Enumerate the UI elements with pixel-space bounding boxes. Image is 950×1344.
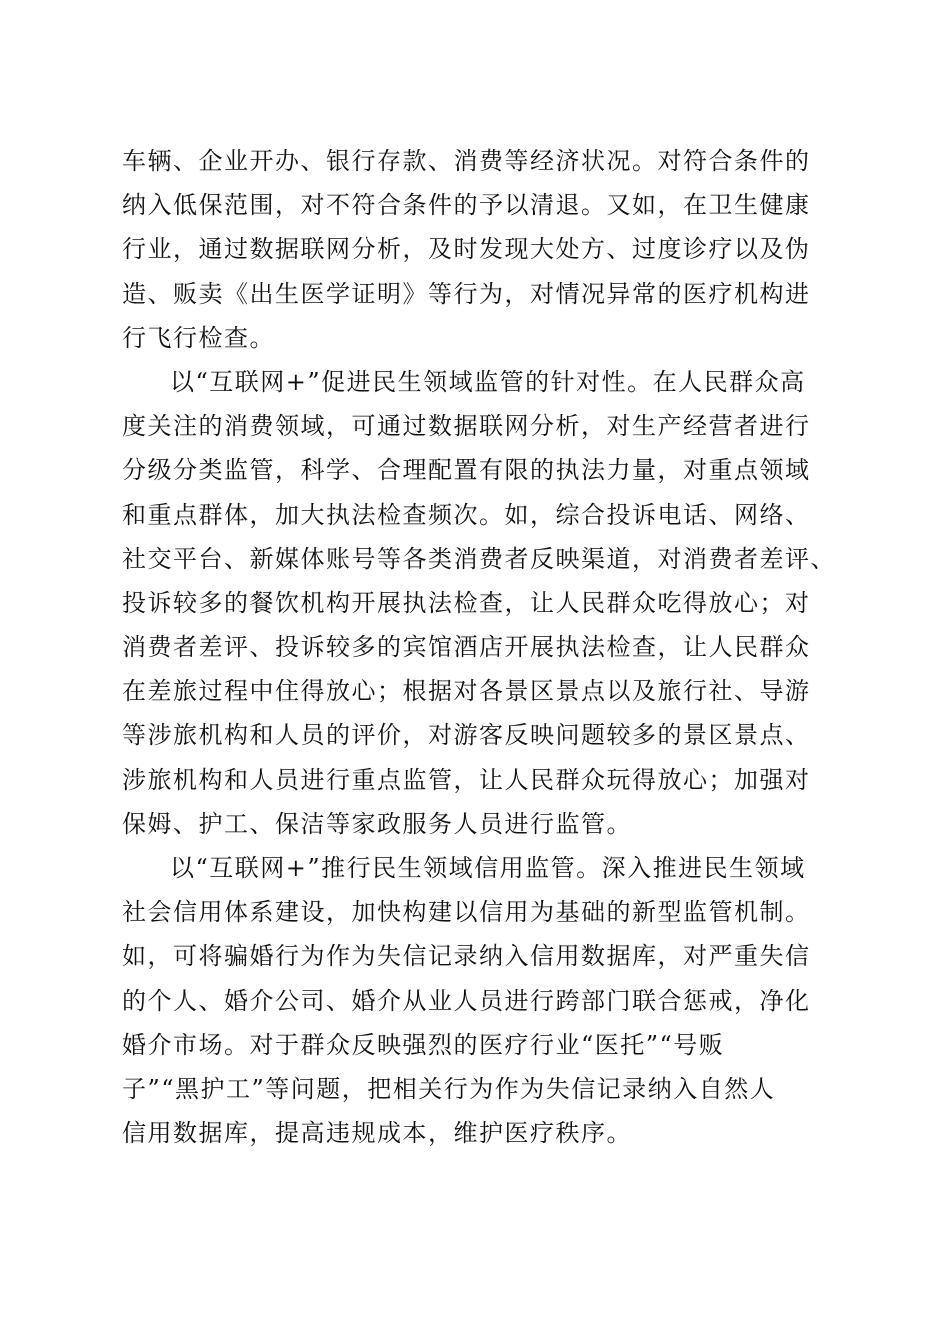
text-line: 社会信用体系建设，加快构建以信用为基础的新型监管机制。 bbox=[122, 898, 811, 927]
text-line: 造、贩卖《出生医学证明》等行为，对情况异常的医疗机构进 bbox=[122, 279, 811, 308]
text-line: 纳入低保范围，对不符合条件的予以清退。又如，在卫生健康 bbox=[122, 191, 811, 220]
text-line: 度关注的消费领域，可通过数据联网分析，对生产经营者进行 bbox=[122, 412, 811, 441]
text-line: 涉旅机构和人员进行重点监管，让人民群众玩得放心；加强对 bbox=[122, 765, 811, 794]
text-line-first: 以“互联网+”推行民生领域信用监管。深入推进民生领域 bbox=[170, 854, 806, 882]
text-line: 消费者差评、投诉较多的宾馆酒店开展执法检查，让人民群众 bbox=[122, 633, 811, 662]
text-line: 婚介市场。对于群众反映强烈的医疗行业“医托”“号贩 bbox=[122, 1030, 725, 1059]
text-line: 社交平台、新媒体账号等各类消费者反映渠道，对消费者差评、 bbox=[122, 544, 836, 573]
text-line: 行飞行检查。 bbox=[122, 323, 275, 352]
text-line: 行业，通过数据联网分析，及时发现大处方、过度诊疗以及伪 bbox=[122, 235, 811, 264]
paragraph-1 bbox=[122, 139, 822, 360]
text-line: 子”“黑护工”等问题，把相关行为作为失信记录纳入自然人 bbox=[122, 1074, 776, 1103]
text-line: 信用数据库，提高违规成本，维护医疗秩序。 bbox=[122, 1119, 632, 1148]
document-body bbox=[122, 139, 836, 1155]
text-line: 如，可将骗婚行为作为失信记录纳入信用数据库，对严重失信 bbox=[122, 942, 811, 971]
text-line: 在差旅过程中住得放心；根据对各景区景点以及旅行社、导游 bbox=[122, 677, 811, 706]
text-line: 等涉旅机构和人员的评价，对游客反映问题较多的景区景点、 bbox=[122, 721, 811, 750]
paragraph-3 bbox=[122, 846, 822, 1155]
text-line: 投诉较多的餐饮机构开展执法检查，让人民群众吃得放心；对 bbox=[122, 588, 811, 617]
text-line: 保姆、护工、保洁等家政服务人员进行监管。 bbox=[122, 809, 632, 838]
text-line: 的个人、婚介公司、婚介从业人员进行跨部门联合惩戒，净化 bbox=[122, 986, 811, 1015]
text-line: 和重点群体，加大执法检查频次。如，综合投诉电话、网络、 bbox=[122, 500, 811, 529]
text-line-first: 以“互联网+”促进民生领域监管的针对性。在人民群众高 bbox=[170, 367, 806, 396]
text-line: 车辆、企业开办、银行存款、消费等经济状况。对符合条件的 bbox=[122, 147, 811, 175]
text-line: 分级分类监管，科学、合理配置有限的执法力量，对重点领域 bbox=[122, 456, 811, 485]
paragraph-2 bbox=[122, 360, 836, 846]
